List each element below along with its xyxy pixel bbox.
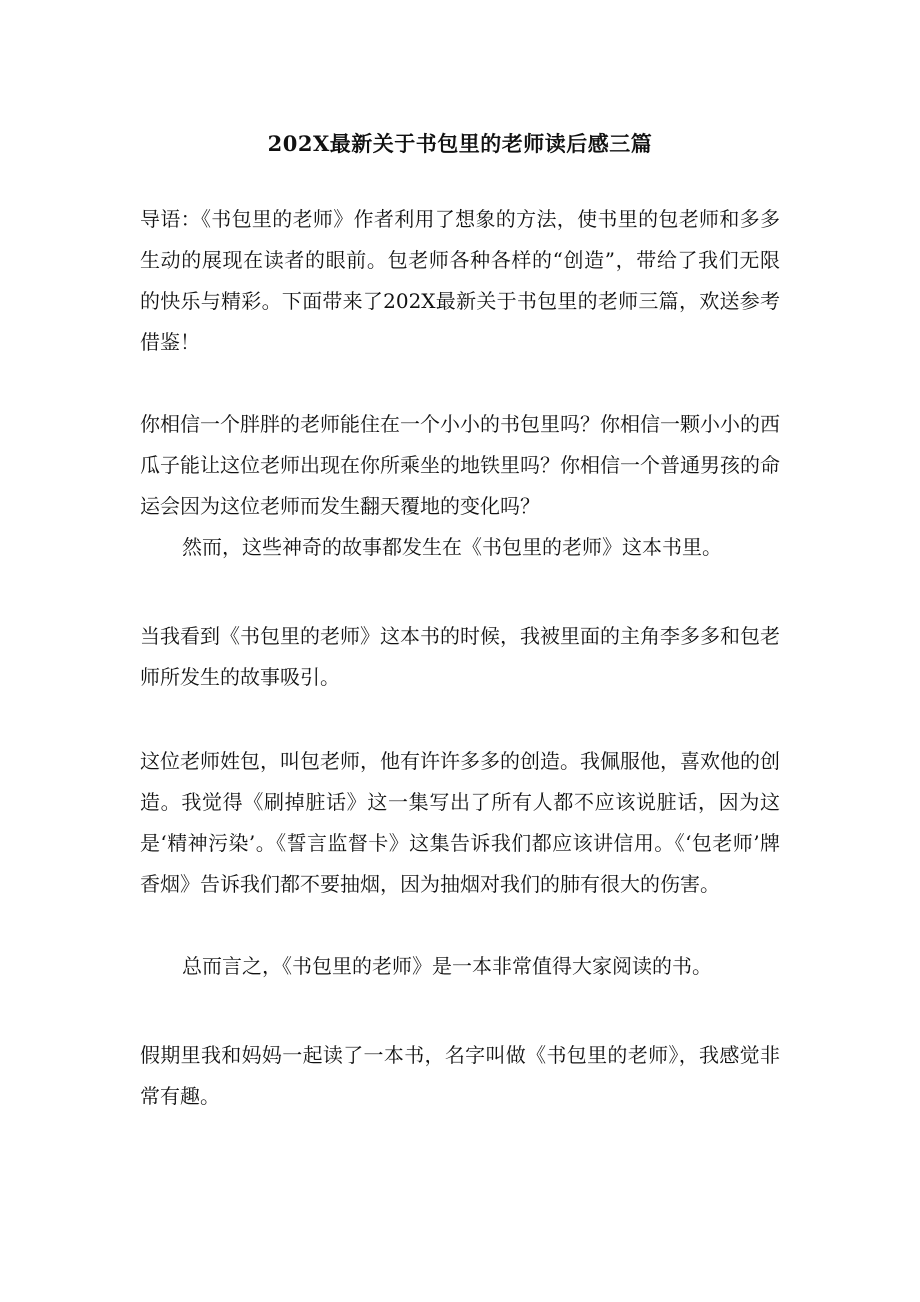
body-paragraph-1: 你相信一个胖胖的老师能住在一个小小的书包里吗？你相信一颗小小的西瓜子能让这位老师出现在你所乘坐的地铁里吗？你相信一个普通男孩的命运会因为这位老师而发生翻天覆地的变化吗？ bbox=[140, 412, 780, 518]
document-title: 202X最新关于书包里的老师读后感三篇 bbox=[267, 131, 653, 157]
body-paragraph-5: 总而言之，《书包里的老师》是一本非常值得大家阅读的书。 bbox=[182, 954, 712, 978]
body-paragraph-2: 然而，这些神奇的故事都发生在《书包里的老师》这本书里。 bbox=[182, 535, 722, 559]
body-paragraph-6: 假期里我和妈妈一起读了一本书，名字叫做《书包里的老师》，我感觉非常有趣。 bbox=[140, 1043, 780, 1108]
body-paragraph-4: 这位老师姓包，叫包老师，他有许许多多的创造。我佩服他，喜欢他的创造。我觉得《刷掉脏话》这一集写出了所有人都不应该说脏话，因为这是‘精神污染’。《誓言监督卡》这集告诉我们都应该讲信用。《‘包老师’牌香烟》告诉我们都不要抽烟，因为抽烟对我们的肺有很大的伤害。 bbox=[140, 749, 780, 896]
body-paragraph-3: 当我看到《书包里的老师》这本书的时候，我被里面的主角李多多和包老师所发生的故事吸引。 bbox=[140, 624, 780, 689]
intro-paragraph: 导语：《书包里的老师》作者利用了想象的方法，使书里的包老师和多多生动的展现在读者的眼前。包老师各种各样的“创造”，带给了我们无限的快乐与精彩。下面带来了202X最新关于书包里的老师三篇，欢送参考借鉴！ bbox=[140, 207, 780, 354]
